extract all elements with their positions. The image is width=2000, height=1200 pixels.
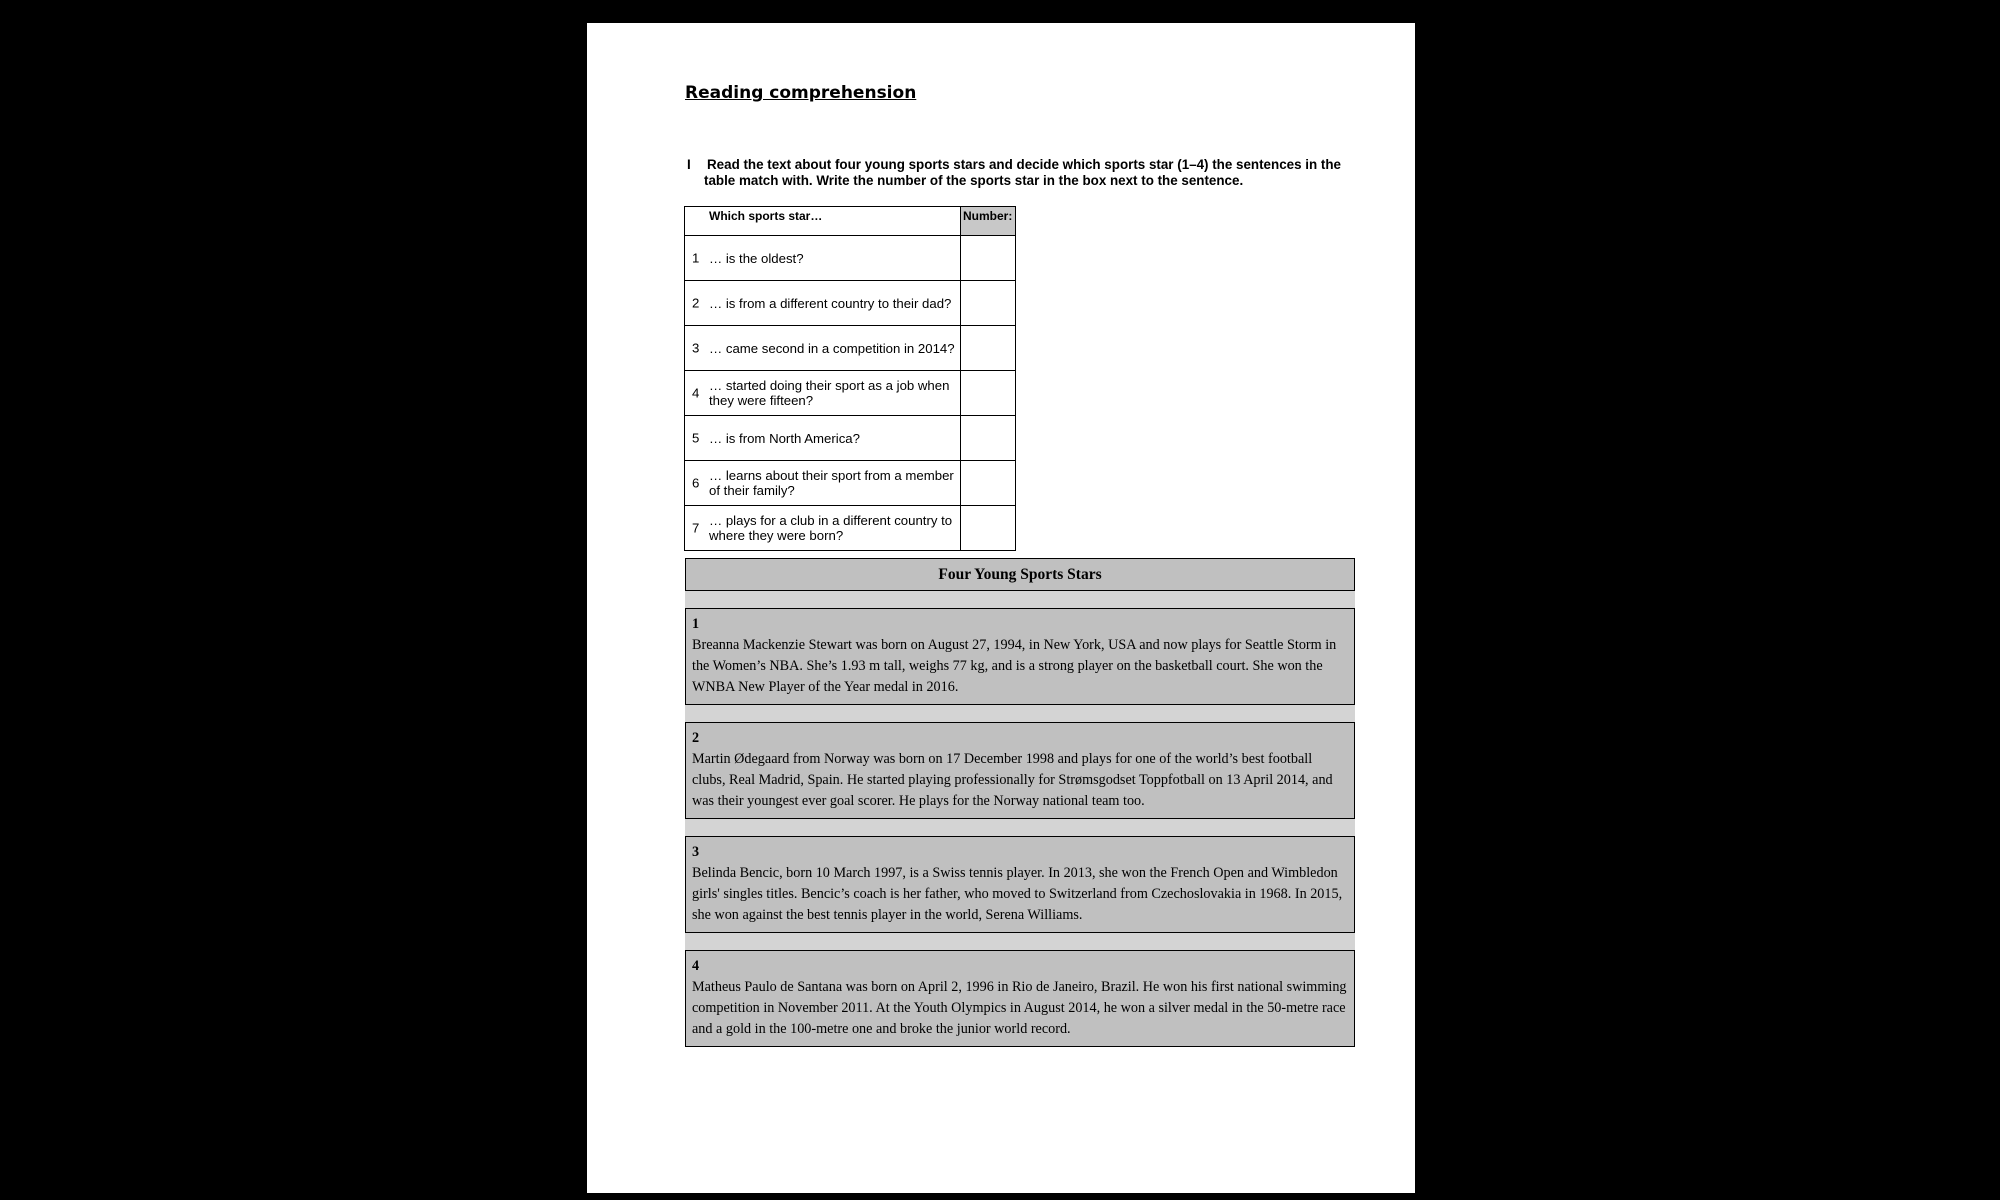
star-number: 3 xyxy=(692,844,700,860)
answer-box[interactable] xyxy=(961,461,1016,506)
number-column-header: Number: xyxy=(961,207,1016,236)
document-page xyxy=(587,23,1415,1193)
question-cell xyxy=(685,416,961,461)
star-text: Belinda Bencic, born 10 March 1997, is a Swiss tennis player. In 2013, she won the French Open and Wimbledon girls' singles titles. Bencic’s coach is her father, who moved to Switzerland from Czechoslovakia in 1968. In 2015, she won against the best tennis player in the world, Serena Williams. xyxy=(692,865,1343,923)
spacer-band xyxy=(685,933,1355,950)
question-row xyxy=(685,236,1016,281)
question-text: … plays for a club in a different country to where they were born? xyxy=(709,513,953,543)
spacer-band xyxy=(685,819,1355,836)
star-text: Breanna Mackenzie Stewart was born on August 27, 1994, in New York, USA and now plays for Seattle Storm in the Women’s NBA. She’s 1.93 m tall, weighs 77 kg, and is a strong player on the basketball court. She won the WNBA New Player of the Year medal in 2016. xyxy=(692,637,1337,695)
task-instruction xyxy=(685,157,1345,189)
question-number: 6 xyxy=(692,475,700,491)
question-number: 3 xyxy=(692,340,700,356)
question-table-header xyxy=(685,207,1016,236)
answer-box[interactable] xyxy=(961,281,1016,326)
question-text: … came second in a competition in 2014? xyxy=(709,340,955,356)
star-text: Martin Ødegaard from Norway was born on 17 December 1998 and plays for one of the world’s best football clubs, Real Madrid, Spain. He started playing professionally for Strømsgodset Toppfotball on 13 April 2014, and was their youngest ever goal scorer. He plays for the Norway national team too. xyxy=(692,751,1333,809)
sports-stars-heading: Four Young Sports Stars xyxy=(685,558,1355,591)
question-row xyxy=(685,281,1016,326)
star-paragraph xyxy=(685,722,1355,819)
question-column-header: Which sports star… xyxy=(685,207,961,236)
star-paragraph xyxy=(685,608,1355,705)
question-text: … is from North America? xyxy=(709,430,860,446)
question-table xyxy=(684,206,1016,551)
question-row xyxy=(685,506,1016,551)
answer-box[interactable] xyxy=(961,371,1016,416)
star-number: 1 xyxy=(692,616,700,632)
instruction-text: Read the text about four young sports stars and decide which sports star (1–4) the sentences in the table match with. Write the number of the sports star in the box next to the sentence. xyxy=(704,157,1341,188)
star-paragraph xyxy=(685,836,1355,933)
star-number: 4 xyxy=(692,958,700,974)
question-number: 2 xyxy=(692,295,700,311)
spacer-band xyxy=(685,705,1355,722)
question-number: 4 xyxy=(692,385,700,401)
question-row xyxy=(685,416,1016,461)
question-text: … is the oldest? xyxy=(709,250,804,266)
answer-box[interactable] xyxy=(961,506,1016,551)
question-cell xyxy=(685,461,961,506)
sports-stars-section xyxy=(685,558,1355,1047)
answer-box[interactable] xyxy=(961,236,1016,281)
spacer-band xyxy=(685,591,1355,608)
question-cell xyxy=(685,236,961,281)
star-text: Matheus Paulo de Santana was born on April 2, 1996 in Rio de Janeiro, Brazil. He won his first national swimming competition in November 2011. At the Youth Olympics in August 2014, he won a silver medal in the 50-metre race and a gold in the 100-metre one and broke the junior world record. xyxy=(692,979,1347,1037)
question-text: … started doing their sport as a job when they were fifteen? xyxy=(709,378,950,408)
question-text: … is from a different country to their dad? xyxy=(709,295,952,311)
question-cell xyxy=(685,281,961,326)
question-number: 5 xyxy=(692,430,700,446)
question-row xyxy=(685,461,1016,506)
star-paragraph xyxy=(685,950,1355,1047)
question-row xyxy=(685,371,1016,416)
question-cell xyxy=(685,326,961,371)
question-number: 1 xyxy=(692,250,700,266)
star-number: 2 xyxy=(692,730,700,746)
instruction-number: I xyxy=(687,157,691,172)
question-text: … learns about their sport from a member of their family? xyxy=(709,468,954,498)
question-row xyxy=(685,326,1016,371)
question-cell xyxy=(685,371,961,416)
answer-box[interactable] xyxy=(961,416,1016,461)
question-number: 7 xyxy=(692,520,700,536)
answer-box[interactable] xyxy=(961,326,1016,371)
question-cell xyxy=(685,506,961,551)
document-title: Reading comprehension xyxy=(685,83,917,103)
